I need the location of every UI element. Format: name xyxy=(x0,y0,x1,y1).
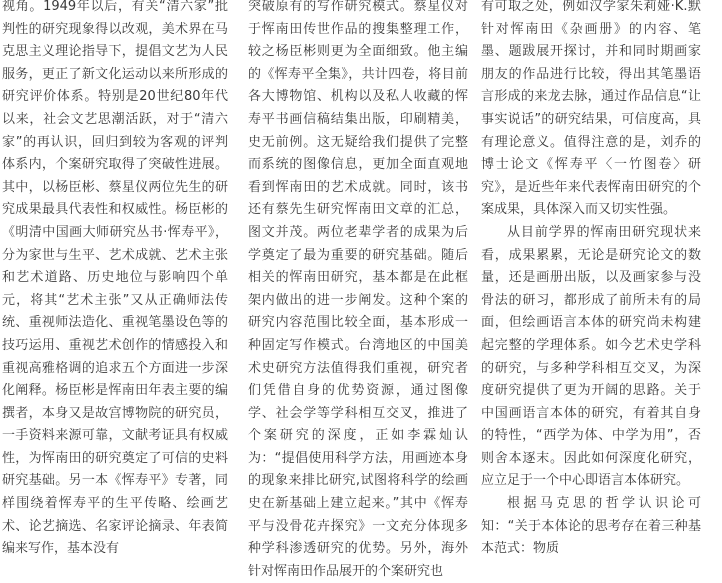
paragraph: 视角。1949年以后，有关“清六家”批判性的研究现象得以改观，美术界在马克思主义理论指导下，提倡文艺为人民服务，更正了新文化运动以来所形成的研究评价体系。特别是20世纪80年代以来，社会文艺思潮活跃，对于“清六家”的再认识，回归到较为客观的评判体系内，个案研究取得了突破性进展。其中，以杨臣彬、蔡星仪两位先生的研究成果最具代表性和权威性。杨臣彬的《明清中国画大师研究丛书·恽寿平》，分为家世与生平、艺术成就、艺术主张和艺术道路、历史地位与影响四个单元，将其“艺术主张”又从正确师法传统、重视师法造化、重视笔墨设色等的技巧运用、重视艺术创作的情感投入和重视高雅格调的追求五个方面进一步深化阐释。杨臣彬是恽南田年表主要的编撰者，本身又是故宫博物院的研究员，一手资料来源可靠，文献考证具有权威性，为恽南田的研究奠定了可信的史料研究基础。另一本《恽寿平》专著，同样围绕着恽寿平的生平传略、绘画艺术、论艺摘选、名家评论摘录、年表简编来写作，基本没有 xyxy=(2,0,228,557)
text-column-1 xyxy=(2,0,228,561)
text-column-2 xyxy=(248,0,468,583)
paragraph: 根据马克思的哲学认识论可知：“关于本体论的思考存在着三种基本范式：物质 xyxy=(481,496,701,557)
paragraph: 突破原有的写作研究模式。蔡星仪对于恽南田传世作品的搜集整理工作，较之杨臣彬则更为全面细致。他主编的《恽寿平全集》，共计四卷，将目前各大博物馆、机构以及私人收藏的恽寿平书画信稿结集出版，印刷精美，史无前例。这无疑给我们提供了完整而系统的图像信息，更加全面直观地看到恽南田的艺术成就。同时，该书还有蔡先生研究恽南田文章的汇总，图文并茂。两位老辈学者的成果为后学奠定了最为重要的研究基础。随后相关的恽南田研究，基本都是在此框架内做出的进一步阐发。这种个案的研究内容范围比较全面，基本形成一种固定写作模式。台湾地区的中国美术史研究方法值得我们重视，研究者们凭借自身的优势资源，通过图像学、社会学等学科相互交叉，推进了个案研究的深度，正如李霖灿认为：“提倡使用科学方法，用画迹本身的现象来排比研究,试图将科学的绘画史在新基础上建立起来。”其中《恽寿平与没骨花卉探究》一文充分体现多种学科渗透研究的优势。另外，海外针对恽南田作品展开的个案研究也 xyxy=(248,0,468,579)
text-column-3 xyxy=(481,0,701,561)
paragraph: 从目前学界的恽南田研究现状来看，成果累累，无论是研究论文的数量，还是画册出版，以及画家参与没骨法的研习，都形成了前所未有的局面，但绘画语言本体的研究尚未构建起完整的学理体系。如今艺术史学科的研究，与多种学科相互交叉，为深度研究提供了更为开阔的思路。关于中国画语言本体的研究，有着其自身的特性，“西学为体、中学为用”，否则舍本逐末。因此如何深度化研究，应立足于一个中心即语言本体研究。 xyxy=(481,224,701,489)
paragraph: 有可取之处，例如汉学家朱莉娅·K.默针对恽南田《杂画册》的内容、笔墨、题跋展开探讨，并和同时期画家朋友的作品进行比较，得出其笔墨语言形成的来龙去脉，通过作品信息“让事实说话”的研究结果，可信度高，具有理论意义。值得注意的是，刘乔的博士论文《恽寿平〈一竹图卷〉研究》，是近些年来代表恽南田研究的个案成果，具体深入而又切实性强。 xyxy=(481,0,701,218)
